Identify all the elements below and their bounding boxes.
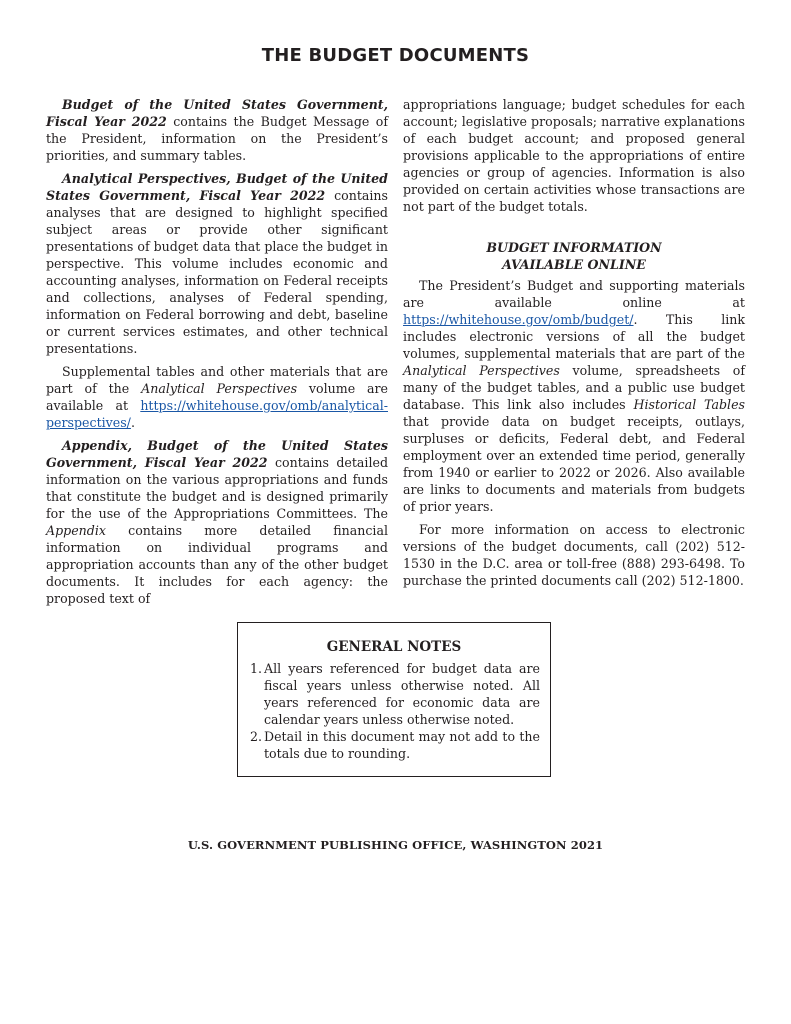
budget-online-link[interactable]: https://whitehouse.gov/omb/budget/ xyxy=(403,312,634,327)
appendix-text-b: contains more detailed financial information on individual programs and appropriation accounts than any of the other budget documents. It includes for each agency: the proposed text of xyxy=(46,523,388,606)
appendix-title: Appendix, Budget of the United States Government, Fiscal Year 2022 xyxy=(46,438,388,470)
supplemental-tables-paragraph xyxy=(46,363,388,431)
appendix-continued-paragraph: appropriations language; budget schedules for each account; legislative proposals; narrative explanations of each budget account; and proposed general provisions applicable to the appropriations of entire agencies or group of agencies. Information is also provided on certain activities whose transactions are not part of the budget totals. xyxy=(403,97,745,214)
online-italic-2: Historical Tables xyxy=(633,397,745,412)
online-text-c: volume, spreadsheets of many of the budget tables, and a public use budget database. This link also includes xyxy=(403,363,745,412)
heading-line-1: BUDGET INFORMATION xyxy=(486,240,662,255)
budget-information-heading xyxy=(403,239,745,273)
analytical-perspectives-title: Analytical Perspectives, Budget of the United States Government, Fiscal Year 2022 xyxy=(46,171,388,203)
appendix-italic: Appendix xyxy=(46,523,106,538)
general-notes-list xyxy=(250,660,540,762)
budget-online-paragraph xyxy=(403,277,745,515)
supplemental-text-a: Supplemental tables and other materials that are part of the xyxy=(46,364,388,396)
note-text: All years referenced for budget data are fiscal years unless otherwise noted. All years referenced for economic data are calendar years unless otherwise noted. xyxy=(264,661,540,727)
more-information-paragraph: For more information on access to electronic versions of the budget documents, call (202) 512-1530 in the D.C. area or toll-free (888) 293-6498. To purchase the printed documents call (202) 512-1800. xyxy=(403,522,745,588)
left-column xyxy=(46,96,388,613)
online-text-a: The President’s Budget and supporting materials are available online at xyxy=(403,278,745,310)
budget-volume-paragraph xyxy=(46,96,388,164)
supplemental-end: . xyxy=(130,415,135,430)
heading-line-2: AVAILABLE ONLINE xyxy=(502,257,646,272)
analytical-perspectives-description: contains analyses that are designed to highlight specified subject areas or provide other significant presentations of budget data that place the budget in perspective. This volume includes economic and accounting analyses, information on Federal receipts and collections, analyses of Federal spending, information on Federal borrowing and debt, baseline or current services estimates, and other technical presentations. xyxy=(46,188,389,356)
right-column xyxy=(403,96,745,595)
online-text-b: . This link includes electronic versions of all the budget volumes, supplemental materials that are part of the xyxy=(403,312,745,361)
page-title: THE BUDGET DOCUMENTS xyxy=(261,45,530,66)
general-note-item xyxy=(250,660,540,728)
general-notes-box xyxy=(237,622,551,777)
analytical-perspectives-paragraph xyxy=(46,170,388,357)
supplemental-italic: Analytical Perspectives xyxy=(141,381,298,396)
online-italic-1: Analytical Perspectives xyxy=(403,363,560,378)
note-number: 2. xyxy=(250,729,263,744)
online-text-d: that provide data on budget receipts, outlays, surpluses or deficits, Federal debt, and Federal employment over an extended time period, generally from 1940 or earlier to 2022 or 2026. Also available are links to documents and materials from budgets of prior years. xyxy=(403,414,745,514)
appendix-text-a: contains detailed information on the various appropriations and funds that constitute the budget and is designed primarily for the use of the Appropriations Committees. The xyxy=(46,455,388,521)
publisher-footer: U.S. GOVERNMENT PUBLISHING OFFICE, WASHINGTON 2021 xyxy=(187,838,604,852)
supplemental-text-b: volume are available at xyxy=(46,381,389,413)
note-text: Detail in this document may not add to the totals due to rounding. xyxy=(264,729,540,761)
general-note-item xyxy=(250,728,540,762)
appendix-paragraph xyxy=(46,437,388,607)
analytical-perspectives-link[interactable]: https://whitehouse.gov/omb/analytical-perspectives/ xyxy=(46,398,388,430)
budget-volume-description: contains the Budget Message of the President, information on the President’s priorities, and summary tables. xyxy=(46,114,388,163)
general-notes-title: GENERAL NOTES xyxy=(326,639,462,655)
note-number: 1. xyxy=(250,661,263,676)
budget-volume-title: Budget of the United States Government, Fiscal Year 2022 xyxy=(46,97,388,129)
